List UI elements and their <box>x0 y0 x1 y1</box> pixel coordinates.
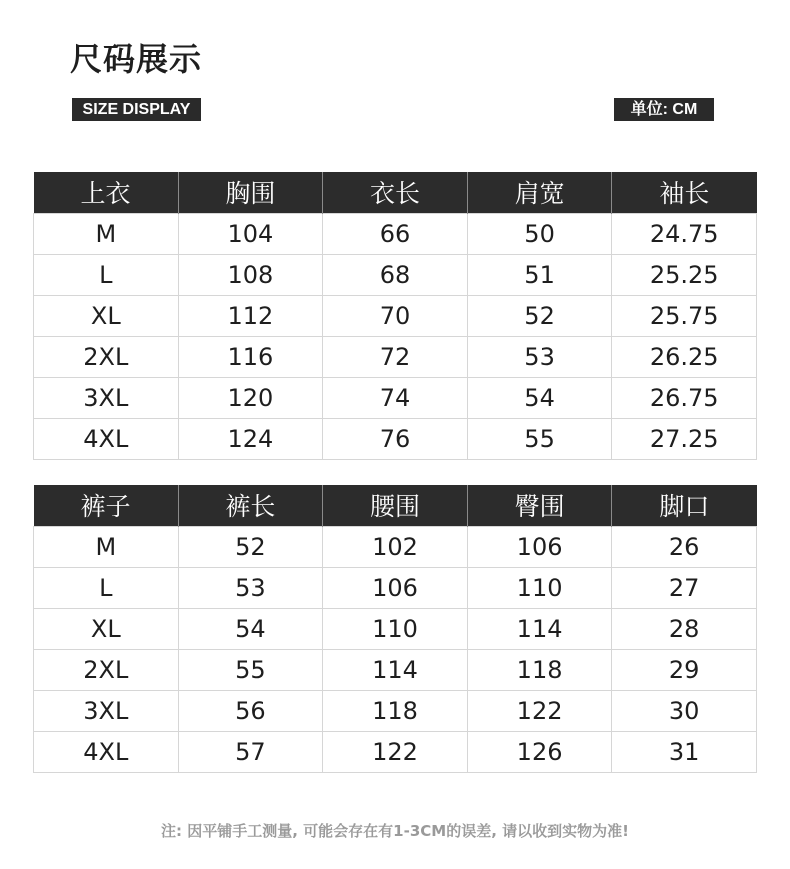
table-cell: M <box>34 526 179 567</box>
table-cell: 28 <box>612 608 757 649</box>
table-cell: 3XL <box>34 690 179 731</box>
table-cell: 106 <box>467 526 612 567</box>
size-display-label: SIZE DISPLAY <box>72 98 201 121</box>
table-row <box>34 295 757 336</box>
table-row <box>34 377 757 418</box>
top-header-cell: 肩宽 <box>467 172 612 213</box>
table-cell: 106 <box>323 567 468 608</box>
bottom-table-header-row <box>34 485 757 526</box>
table-cell: 110 <box>467 567 612 608</box>
table-cell: 122 <box>323 731 468 772</box>
table-cell: 122 <box>467 690 612 731</box>
table-cell: 50 <box>467 213 612 254</box>
table-cell: 4XL <box>34 731 179 772</box>
table-cell: 4XL <box>34 418 179 459</box>
table-row <box>34 213 757 254</box>
top-header-cell: 上衣 <box>34 172 179 213</box>
table-cell: 53 <box>467 336 612 377</box>
table-cell: 114 <box>323 649 468 690</box>
top-header-cell: 袖长 <box>612 172 757 213</box>
table-cell: 72 <box>323 336 468 377</box>
table-row <box>34 418 757 459</box>
table-cell: 2XL <box>34 336 179 377</box>
table-row <box>34 336 757 377</box>
table-cell: 57 <box>178 731 323 772</box>
top-table-header-row <box>34 172 757 213</box>
top-header-cell: 胸围 <box>178 172 323 213</box>
table-cell: 112 <box>178 295 323 336</box>
table-row <box>34 731 757 772</box>
table-cell: 114 <box>467 608 612 649</box>
table-cell: 124 <box>178 418 323 459</box>
bottom-header-cell: 脚口 <box>612 485 757 526</box>
table-cell: 66 <box>323 213 468 254</box>
table-cell: M <box>34 213 179 254</box>
table-cell: 31 <box>612 731 757 772</box>
table-cell: L <box>34 254 179 295</box>
table-cell: 52 <box>178 526 323 567</box>
table-cell: 118 <box>467 649 612 690</box>
table-cell: 30 <box>612 690 757 731</box>
bottom-header-cell: 裤子 <box>34 485 179 526</box>
table-cell: 102 <box>323 526 468 567</box>
table-row <box>34 608 757 649</box>
table-cell: 55 <box>467 418 612 459</box>
table-cell: 116 <box>178 336 323 377</box>
table-cell: 54 <box>467 377 612 418</box>
table-cell: 74 <box>323 377 468 418</box>
top-size-table <box>33 172 757 460</box>
table-cell: XL <box>34 295 179 336</box>
table-cell: 70 <box>323 295 468 336</box>
table-cell: 52 <box>467 295 612 336</box>
table-cell: 76 <box>323 418 468 459</box>
table-cell: 104 <box>178 213 323 254</box>
bottom-header-cell: 臀围 <box>467 485 612 526</box>
table-cell: 51 <box>467 254 612 295</box>
table-row <box>34 649 757 690</box>
table-cell: 53 <box>178 567 323 608</box>
bottom-header-cell: 裤长 <box>178 485 323 526</box>
table-cell: 68 <box>323 254 468 295</box>
table-cell: 55 <box>178 649 323 690</box>
table-cell: 56 <box>178 690 323 731</box>
measurement-note: 注: 因平铺手工测量, 可能会存在有1-3CM的误差, 请以收到实物为准! <box>161 822 629 840</box>
table-row <box>34 567 757 608</box>
table-cell: 26.75 <box>612 377 757 418</box>
table-cell: 2XL <box>34 649 179 690</box>
table-cell: 118 <box>323 690 468 731</box>
table-cell: 3XL <box>34 377 179 418</box>
table-cell: 27.25 <box>612 418 757 459</box>
bottom-size-table <box>33 485 757 773</box>
table-cell: 126 <box>467 731 612 772</box>
table-cell: 120 <box>178 377 323 418</box>
unit-label: 单位: CM <box>614 98 714 121</box>
table-cell: 25.75 <box>612 295 757 336</box>
page-title: 尺码展示 <box>70 40 203 78</box>
table-cell: 27 <box>612 567 757 608</box>
table-cell: L <box>34 567 179 608</box>
table-row <box>34 526 757 567</box>
table-cell: 26 <box>612 526 757 567</box>
table-row <box>34 254 757 295</box>
table-cell: 26.25 <box>612 336 757 377</box>
bottom-header-cell: 腰围 <box>323 485 468 526</box>
table-cell: 110 <box>323 608 468 649</box>
table-cell: XL <box>34 608 179 649</box>
top-header-cell: 衣长 <box>323 172 468 213</box>
table-cell: 29 <box>612 649 757 690</box>
table-cell: 25.25 <box>612 254 757 295</box>
table-row <box>34 690 757 731</box>
table-cell: 108 <box>178 254 323 295</box>
table-cell: 54 <box>178 608 323 649</box>
table-cell: 24.75 <box>612 213 757 254</box>
